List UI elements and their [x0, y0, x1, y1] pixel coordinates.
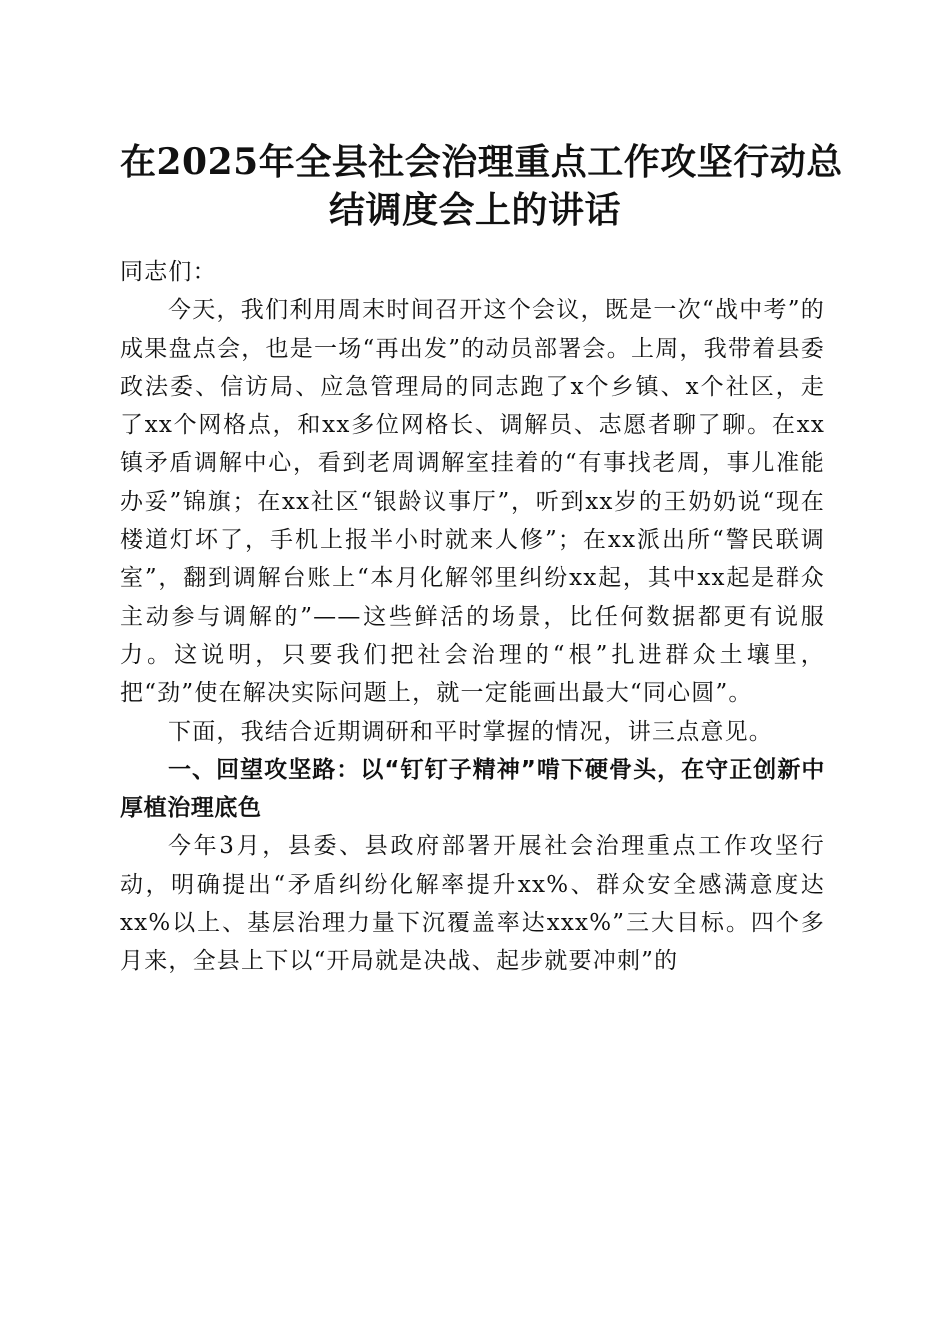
title-line-1: 在2025年全县社会治理重点工作攻坚行动总	[120, 141, 843, 183]
section-paragraph-1: 今年3月，县委、县政府部署开展社会治理重点工作攻坚行动，明确提出“矛盾纠纷化解率提升xx%、群众安全感满意度达xx%以上、基层治理力量下沉覆盖率达xxx%”三大目标。四个多月来，全县上下以“开局就是决战、起步就要冲刺”的	[120, 833, 825, 975]
section-heading-1: 一、回望攻坚路：以“钉钉子精神”啃下硬骨头，在守正创新中厚植治理底色	[120, 756, 825, 822]
body-paragraph-2: 下面，我结合近期调研和平时掌握的情况，讲三点意见。	[168, 718, 773, 745]
body-paragraph-1: 今天，我们利用周末时间召开这个会议，既是一次“战中考”的成果盘点会，也是一场“再出发”的动员部署会。上周，我带着县委政法委、信访局、应急管理局的同志跑了x个乡镇、x个社区，走了xx个网格点，和xx多位网格长、调解员、志愿者聊了聊。在xx镇矛盾调解中心，看到老周调解室挂着的“有事找老周，事儿准能办妥”锦旗；在xx社区“银龄议事厅”，听到xx岁的王奶奶说“现在楼道灯坏了，手机上报半小时就来人修”；在xx派出所“警民联调室”，翻到调解台账上“本月化解邻里纠纷xx起，其中xx起是群众主动参与调解的”——这些鲜活的场景，比任何数据都更有说服力。这说明，只要我们把社会治理的“根”扎进群众土壤里，把“劲”使在解决实际问题上，就一定能画出最大“同心圆”。	[120, 297, 825, 707]
document-title	[120, 138, 843, 234]
title-line-2: 结调度会上的讲话	[328, 189, 621, 231]
document-body	[120, 253, 825, 981]
salutation: 同志们：	[120, 259, 217, 285]
